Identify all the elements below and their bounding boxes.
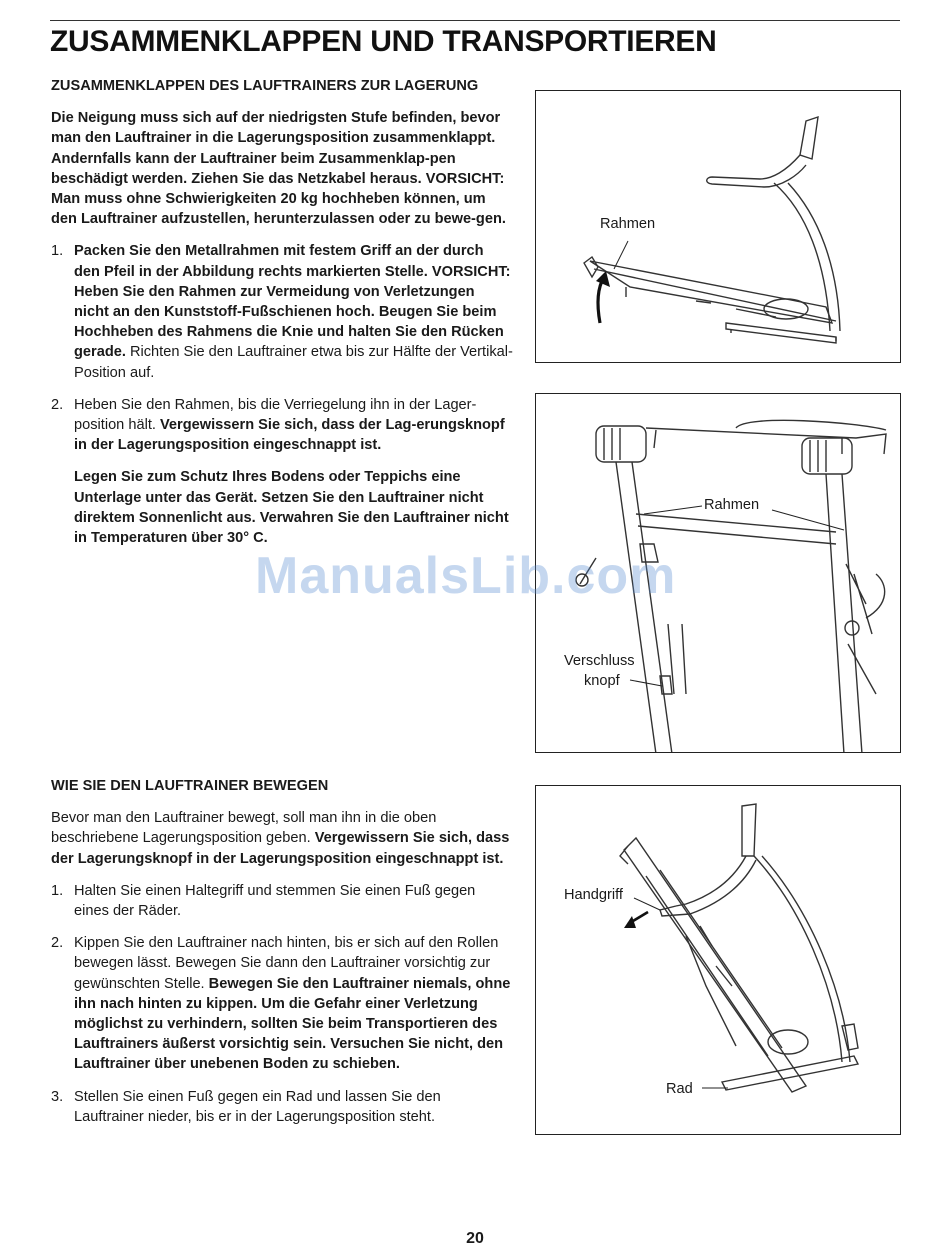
folding-intro: Die Neigung muss sich auf der niedrigsten Stufe befinden, bevor man den Lauftrainer in die Lagerungsposition zusammenklappt. Andernfalls kann der Lauftrainer beim Zusammenklap-pen beschädigt werden. Ziehen Sie das Netzkabel heraus. VORSICHT: Man muss ohne Schwierigkeiten 20 kg hochheben können, um den Lauftrainer aufzustellen, herunterzulassen oder zu bewe-gen. <box>51 110 506 228</box>
label-wheel: Rad <box>666 1081 693 1097</box>
treadmill-lift-illustration <box>536 91 901 363</box>
watermark: ManualsLib.com <box>255 547 677 605</box>
page-title: ZUSAMMENKLAPPEN UND TRANSPORTIEREN <box>50 25 717 58</box>
step-text: Kippen Sie den Lauftrainer nach hinten, bis er sich auf den Rollen bewegen lässt. Bewegen Sie dann den Lauftrainer vorsichtig zur gewünschten Stelle. <box>74 935 499 992</box>
label-latch-line-2: knopf <box>584 673 620 689</box>
label-latch-line-1: Verschluss <box>564 653 635 669</box>
label-leader-line <box>634 898 660 910</box>
label-handle: Handgriff <box>564 887 623 903</box>
page-number: 20 <box>466 1230 484 1247</box>
section-heading-moving: WIE SIE DEN LAUFTRAINER BEWEGEN <box>51 778 329 794</box>
latch-closeup-illustration <box>536 394 901 753</box>
figure-folding-lift <box>535 90 901 363</box>
moving-step-2 <box>51 933 513 1074</box>
intro-text-bold: Vergewissern Sie sich, dass der Lagerungsknopf in der Lagerungsposition eingeschnappt ist. <box>51 830 510 867</box>
figure-moving <box>535 785 901 1135</box>
step-number: 1. <box>51 882 64 899</box>
moving-intro <box>51 808 513 869</box>
section-moving <box>51 776 513 1127</box>
floor-protection-note: Legen Sie zum Schutz Ihres Bodens oder Teppichs eine Unterlage unter das Gerät. Setzen Sie den Lauftrainer nicht direktem Sonnenlicht aus. Verwahren Sie den Lauftrainer nicht in Temperaturen über 30° C. <box>74 469 509 547</box>
step-number: 2. <box>51 396 64 413</box>
section-heading-folding: ZUSAMMENKLAPPEN DES LAUFTRAINERS ZUR LAGERUNG <box>51 78 479 94</box>
moving-step-1 <box>51 881 513 921</box>
step-text-bold: Packen Sie den Metallrahmen mit festem Griff an der durch den Pfeil in der Abbildung rechts markierten Stelle. VORSICHT: Heben Sie den Rahmen zur Vermeidung von Verletzungen nicht an den Kunststoff-Fußschienen hoch. Beugen Sie beim Hochheben des Rahmens die Knie und halten Sie den Rücken gerade. <box>74 243 511 361</box>
label-leader-line <box>614 241 628 269</box>
label-frame: Rahmen <box>600 216 656 232</box>
step-text-bold: Bewegen Sie den Lauftrainer niemals, ohne ihn nach hinten zu kippen. Um die Gefahr einer Verletzung möglichst zu verhindern, sollten Sie beim Transportieren des Lauftrainers äußerst vorsichtig sein. Versuchen Sie nicht, den Lauftrainer über unebenen Boden zu schieben. <box>74 975 511 1073</box>
intro-text: Bevor man den Lauftrainer bewegt, soll man ihn in die oben beschriebene Lagerungsposition geben. <box>51 810 437 847</box>
section-folding <box>51 76 513 548</box>
figure-latch-closeup <box>535 393 901 753</box>
arrow-head-icon <box>624 916 636 928</box>
label-leader-line <box>644 506 702 514</box>
top-rule <box>50 20 900 21</box>
step-number: 2. <box>51 935 64 952</box>
treadmill-tilted-illustration <box>536 786 901 1135</box>
step-text: Heben Sie den Rahmen, bis die Verriegelung ihn in der Lager-position hält. <box>74 396 477 434</box>
folding-step-1 <box>51 241 513 382</box>
step-text-bold: Vergewissern Sie sich, dass der Lag-erungsknopf in der Lagerungsposition eingeschnappt ist. <box>74 417 505 454</box>
folding-step-2 <box>51 395 513 456</box>
step-text: Halten Sie einen Haltegriff und stemmen Sie einen Fuß gegen eines der Räder. <box>74 882 476 920</box>
label-frame: Rahmen <box>704 497 760 513</box>
step-number: 1. <box>51 243 64 260</box>
step-number: 3. <box>51 1088 64 1105</box>
moving-step-3 <box>51 1087 513 1127</box>
step-text: Stellen Sie einen Fuß gegen ein Rad und lassen Sie den Lauftrainer nieder, bis er in der Lagerungsposition steht. <box>74 1088 441 1125</box>
step-text: Richten Sie den Lauftrainer etwa bis zur Hälfte der Vertikal-Position auf. <box>74 344 513 381</box>
